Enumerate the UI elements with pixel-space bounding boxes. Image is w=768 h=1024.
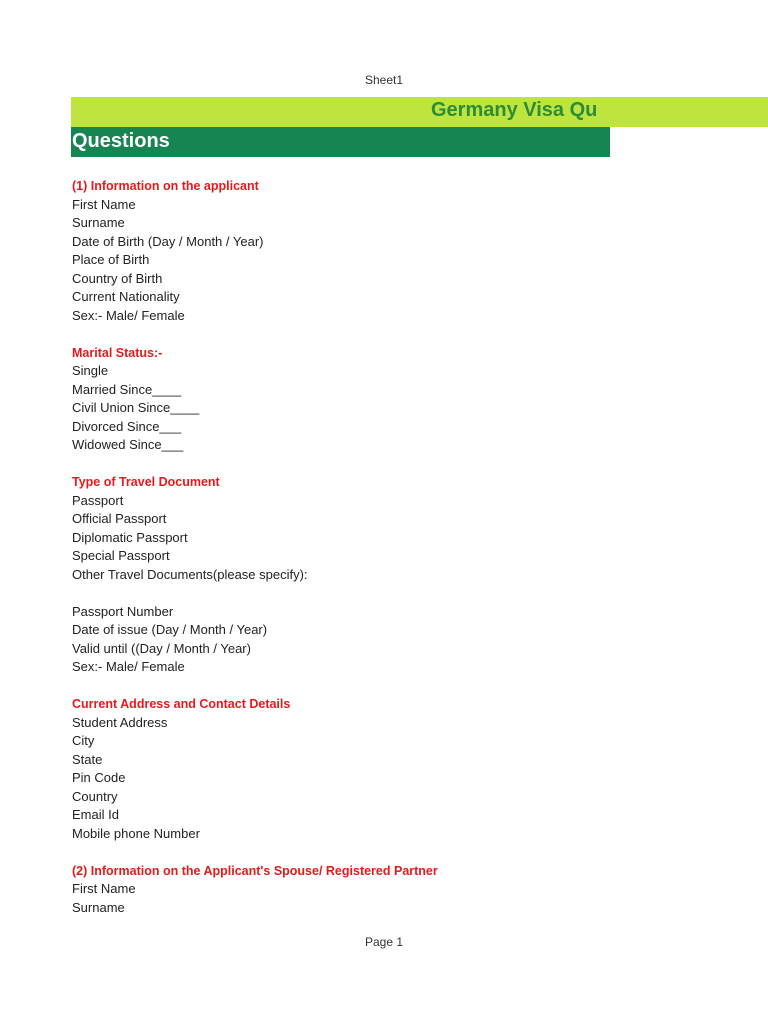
question-item: Sex:- Male/ Female <box>72 659 185 674</box>
question-item: Widowed Since___ <box>72 437 184 452</box>
question-item: First Name <box>72 196 136 212</box>
question-item: Passport <box>72 492 124 508</box>
section-gap <box>72 843 672 862</box>
section-gap <box>72 325 672 344</box>
questions-bar <box>71 127 610 157</box>
question-item: Country <box>72 788 118 804</box>
section-title: (2) Information on the Applicant's Spouse/ Registered Partner <box>72 863 438 878</box>
question-item: Country of Birth <box>72 270 163 286</box>
question-item: Divorced Since___ <box>72 418 182 434</box>
question-item: Official Passport <box>72 511 167 526</box>
question-item: Diplomatic Passport <box>72 529 188 545</box>
question-item: Surname <box>72 215 125 230</box>
question-item: Married Since____ <box>72 381 182 397</box>
page-number: Page 1 <box>364 935 404 949</box>
question-item: Passport Number <box>72 603 174 619</box>
section-gap <box>72 677 672 696</box>
section-gap <box>72 455 672 474</box>
question-item: Civil Union Since____ <box>72 400 200 415</box>
blank-row <box>72 584 672 603</box>
question-item: Student Address <box>72 714 168 730</box>
section-title: Marital Status:- <box>72 345 163 360</box>
questions-heading: Questions <box>72 130 170 152</box>
title-bar <box>71 97 768 127</box>
question-item: Place of Birth <box>72 252 150 267</box>
question-item: Valid until ((Day / Month / Year) <box>72 640 251 656</box>
question-item: Current Nationality <box>72 289 180 304</box>
section-title: Type of Travel Document <box>72 475 220 489</box>
question-item: Special Passport <box>72 548 170 563</box>
question-item: City <box>72 733 95 748</box>
question-item: Date of Birth (Day / Month / Year) <box>72 233 264 249</box>
question-item: Other Travel Documents(please specify): <box>72 566 308 582</box>
question-item: First Name <box>72 881 136 896</box>
question-item: Pin Code <box>72 770 126 785</box>
question-item: Single <box>72 363 109 378</box>
question-item: Sex:- Male/ Female <box>72 307 185 323</box>
section-title: Current Address and Contact Details <box>72 697 291 711</box>
question-item: Mobile phone Number <box>72 825 200 841</box>
sheet-label: Sheet1 <box>364 73 404 87</box>
document-title: Germany Visa Qu <box>431 99 598 121</box>
question-item: Email Id <box>72 807 119 822</box>
question-item: Surname <box>72 899 125 915</box>
question-item: Date of issue (Day / Month / Year) <box>72 622 268 637</box>
questionnaire-content <box>72 177 672 917</box>
question-item: State <box>72 751 103 767</box>
section-title: (1) Information on the applicant <box>72 179 259 193</box>
